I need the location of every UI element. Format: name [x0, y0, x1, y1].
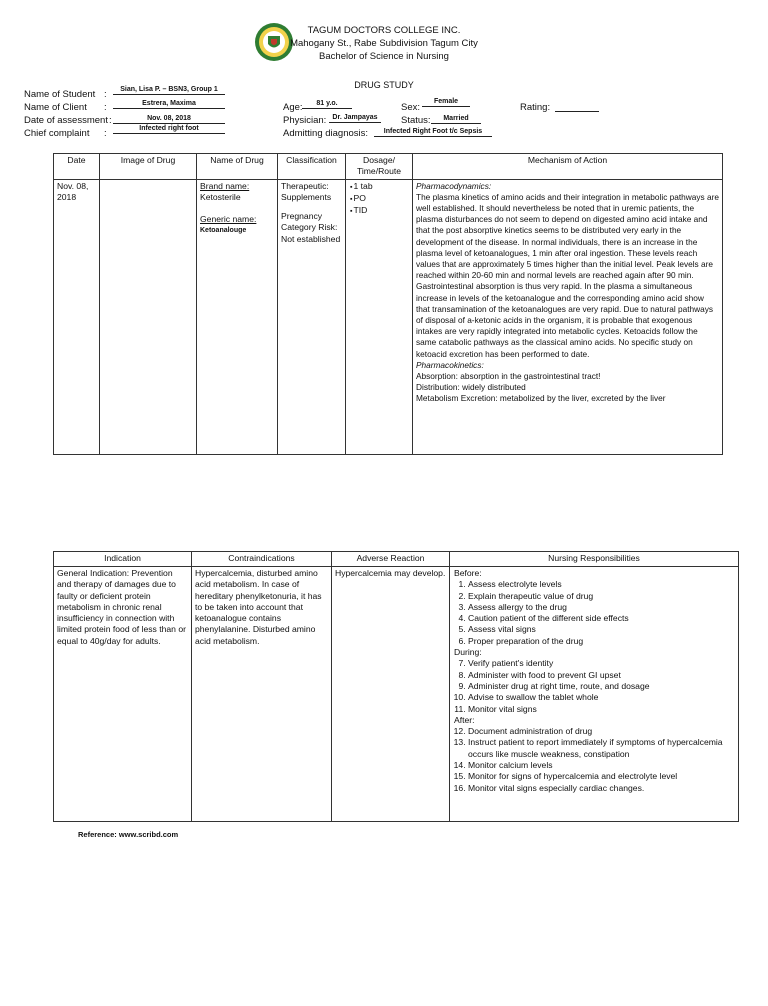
header-image: Image of Drug [100, 154, 197, 180]
during-list [454, 658, 735, 714]
header-nursing: Nursing Responsibilities [450, 552, 739, 567]
generic-label: Generic name: [200, 214, 257, 225]
college-name: TAGUM DOCTORS COLLEGE INC. [307, 25, 461, 36]
mechanism-cell [413, 179, 723, 454]
date-cell: Nov. 08, 2018 [54, 179, 100, 454]
client-label: Name of Client [24, 102, 87, 113]
colon: : [104, 102, 107, 113]
list-item: 12. Document administration of drug [468, 726, 735, 737]
during-label: During: [454, 647, 482, 658]
brand-label: Brand name: [200, 180, 250, 191]
dosage-item: ▪ PO [357, 193, 409, 205]
list-item: 6. Proper preparation of the drug [468, 636, 735, 647]
drug-name-cell [197, 179, 278, 454]
pharmacokinetics-title: Pharmacokinetics: [416, 359, 484, 370]
age-label: Age: [283, 102, 303, 113]
sex-label: Sex: [401, 102, 421, 113]
diagnosis-label: Admitting diagnosis: [283, 128, 369, 139]
college-address: Mahogany St., Rabe Subdivision Tagum City [290, 38, 478, 49]
date-value: Nov. 08, 2018 [113, 115, 225, 124]
before-list [454, 579, 735, 647]
pregnancy-category: Pregnancy Category Risk: Not established [281, 211, 341, 244]
header-indication: Indication [54, 552, 192, 567]
program-name: Bachelor of Science in Nursing [319, 51, 449, 62]
drug-table [53, 153, 723, 455]
classification-cell [278, 179, 346, 454]
header-dosage: Dosage/ Time/Route [346, 154, 413, 180]
nursing-table-header-row [54, 552, 739, 567]
date-label: Date of assessment [24, 115, 108, 126]
pharmacodynamics-text: The plasma kinetics of amino acids and their integration in metabolic pathways are well established. It should nevertheless be noted that in uremic patients, the plasma disturbances do not seem to depend on digested amino acid intake and that the post absorptive kinetics seems to be distributed very early in the development of the disease. In normal individuals, there is an increase in the plasma level of ketoanalogues, 1 min after oral ingestion. These levels reach values that are approximately 5 times higher than the initial level. Peak levels are reached within 20-60 min and normal levels are reached again after 90 min. Gastrointestinal absorption is thus very rapid. In the plasma a simultaneous increase in levels of the ketoanalogue and the corresponding amino acid show that transamination of the ketoanalogues are very rapid. Due to natural pathways of disposal of a-ketonic acids in the organism, it is probable that exogenous intakes are very rapidly integrated into metabolic cycles. Ketoacids follow the same catabolic pathways as the classical amino acids. No specific study on ketoacid excretion has been performed to date. [416, 191, 719, 359]
generic-value: Ketoanalouge [200, 227, 247, 235]
dosage-cell [346, 179, 413, 454]
nursing-cell [450, 567, 739, 822]
after-label: After: [454, 714, 475, 725]
after-list [454, 726, 735, 794]
list-item: 16. Monitor vital signs especially cardiac changes. [468, 783, 735, 794]
header-classification: Classification [278, 154, 346, 180]
header-date: Date [54, 154, 100, 180]
status-value: Married [431, 115, 481, 124]
colon: : [104, 128, 107, 139]
document-title: DRUG STUDY [354, 80, 414, 90]
indication-cell: General Indication: Prevention and therapy of damages due to faulty or deficient protein metabolism in chronic renal insufficiency in connection with limited protein food of less than or equal to 40g/day for adults. [54, 567, 192, 822]
physician-label: Physician: [283, 115, 327, 126]
list-item: 8. Administer with food to prevent GI upset [468, 670, 735, 681]
list-item: 10. Advise to swallow the tablet whole [468, 692, 735, 703]
colon: : [104, 89, 107, 100]
list-item: 4. Caution patient of the different side effects [468, 613, 735, 624]
list-item: 13. Instruct patient to report immediately if symptoms of hypercalcemia occurs like muscle weakness, constipation [468, 737, 735, 760]
client-value: Estrera, Maxima [113, 100, 225, 109]
header-name: Name of Drug [197, 154, 278, 180]
complaint-label: Chief complaint [24, 128, 90, 139]
list-item: 1. Assess electrolyte levels [468, 579, 735, 590]
adverse-cell: Hypercalcemia may develop. [332, 567, 450, 822]
reference: Reference: www.scribd.com [78, 830, 179, 839]
list-item: 9. Administer drug at right time, route, and dosage [468, 681, 735, 692]
list-item: 7. Verify patient's identity [468, 658, 735, 669]
list-item: 14. Monitor calcium levels [468, 760, 735, 771]
dosage-item: ▪ TID [357, 205, 409, 217]
therapeutic-class: Therapeutic: Supplements [281, 180, 332, 202]
header-contraindications: Contraindications [192, 552, 332, 567]
list-item: 3. Assess allergy to the drug [468, 602, 735, 613]
list-item: 2. Explain therapeutic value of drug [468, 591, 735, 602]
distribution-text: Distribution: widely distributed [416, 382, 526, 393]
list-item: 5. Assess vital signs [468, 624, 735, 635]
list-item: 11. Monitor vital signs [468, 704, 735, 715]
physician-value: Dr. Jampayas [329, 114, 381, 123]
dosage-item: ▪ 1 tab [357, 181, 409, 193]
absorption-text: Absorption: absorption in the gastrointestinal tract! [416, 371, 601, 382]
contraindications-cell: Hypercalcemia, disturbed amino acid metabolism. In case of hereditary phenylketonuria, it has to be taken into account that ketoanalogue contains phenylalanine. Disturbed amino acid metabolism. [192, 567, 332, 822]
before-label: Before: [454, 568, 482, 578]
list-item: 15. Monitor for signs of hypercalcemia and electrolyte level [468, 771, 735, 782]
drug-table-header-row [54, 154, 723, 180]
rating-label: Rating: [520, 102, 551, 113]
rating-value [555, 100, 599, 112]
header-adverse: Adverse Reaction [332, 552, 450, 567]
diagnosis-value: Infected Right Foot t/c Sepsis [374, 128, 492, 137]
complaint-value: Infected right foot [113, 125, 225, 134]
drug-table-row [54, 179, 723, 454]
age-value: 81 y.o. [302, 100, 352, 109]
student-label: Name of Student [24, 89, 96, 100]
nursing-table [53, 551, 739, 822]
sex-value: Female [422, 98, 470, 107]
header-mechanism: Mechanism of Action [413, 154, 723, 180]
brand-value: Ketosterile [200, 191, 241, 202]
image-cell [100, 179, 197, 454]
student-value: Sian, Lisa P. – BSN3, Group 1 [113, 86, 225, 95]
colon: : [109, 115, 112, 126]
nursing-table-row [54, 567, 739, 822]
status-label: Status: [401, 115, 431, 126]
dosage-list [349, 181, 409, 218]
metabolism-text: Metabolism Excretion: metabolized by the liver, excreted by the liver [416, 393, 666, 404]
pharmacodynamics-title: Pharmacodynamics: [416, 180, 492, 191]
